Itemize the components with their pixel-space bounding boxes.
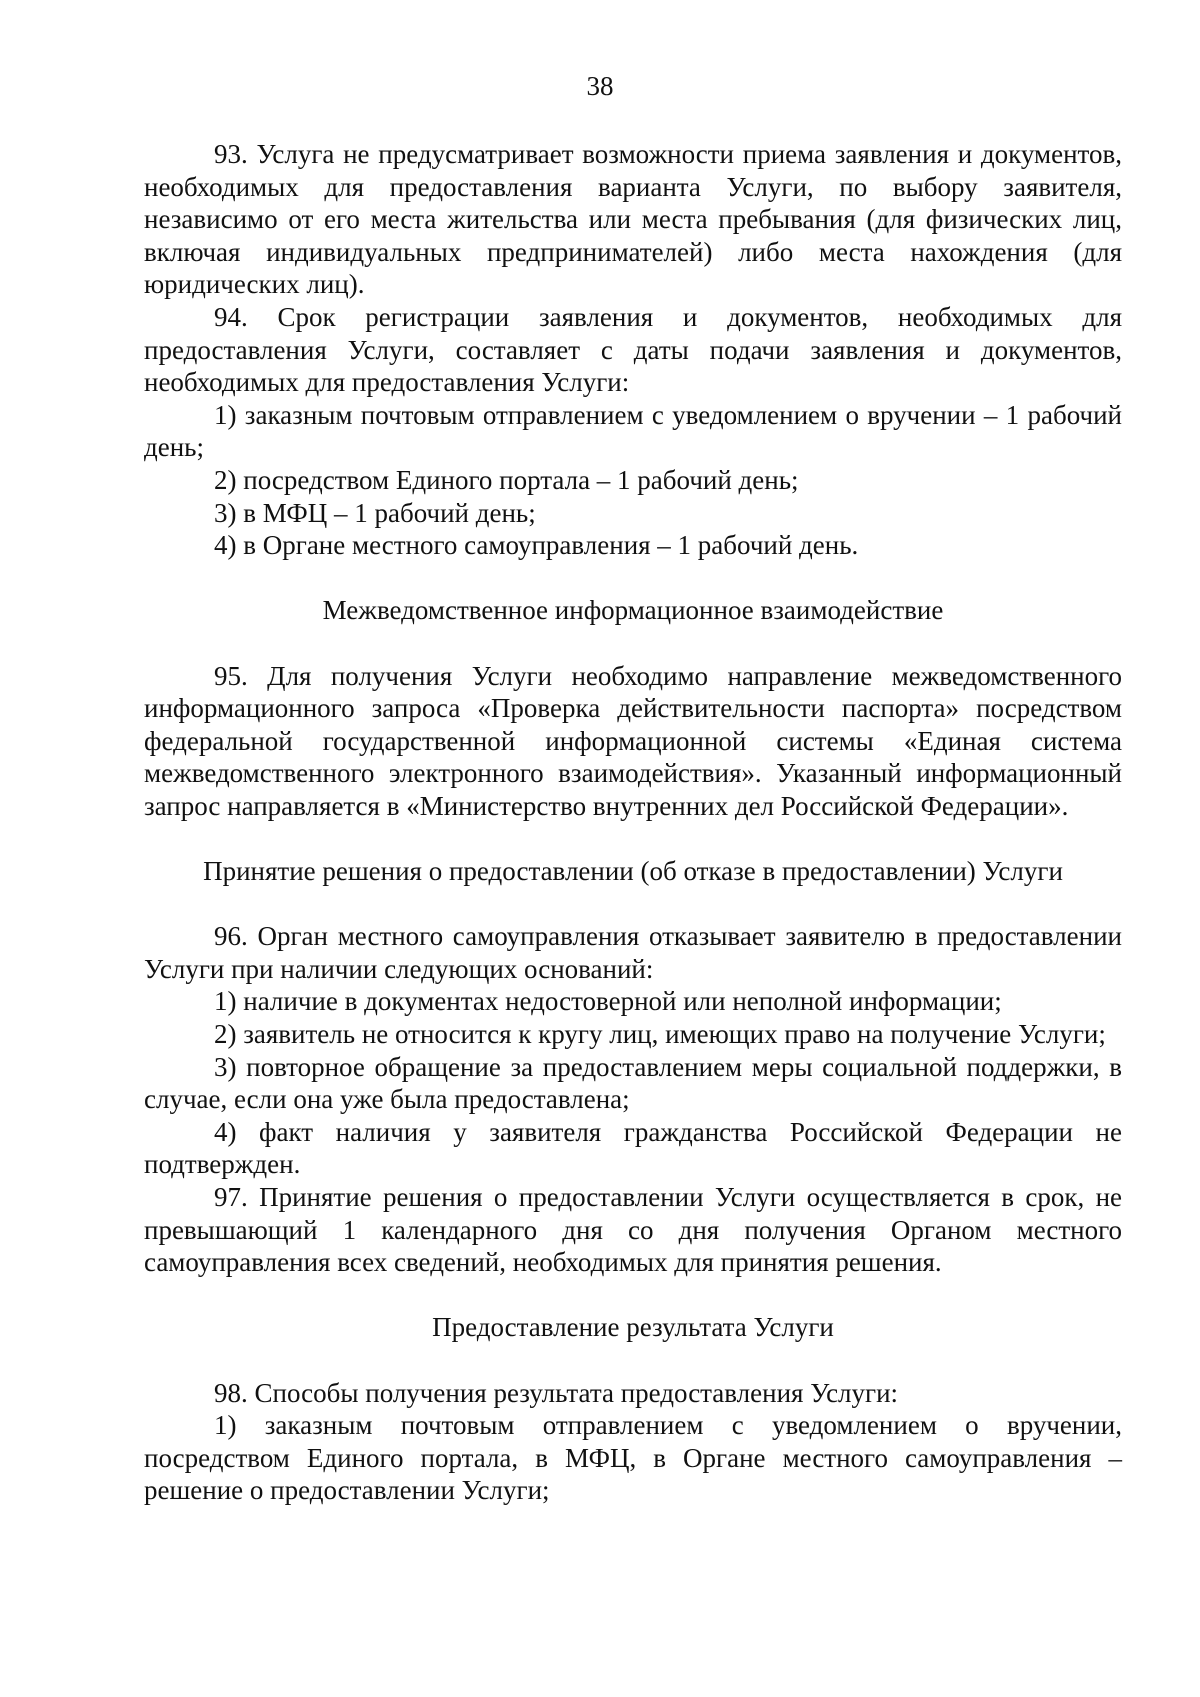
paragraph-98: 98. Способы получения результата предоставления Услуги:: [214, 1377, 899, 1408]
paragraph-95: 95. Для получения Услуги необходимо направление межведомственного информационного запроса «Проверка действительности паспорта» посредством федеральной государственной информационной системы «Единая система межведомственного электронного взаимодействия». Указанный информационный запрос направляется в «Министерство внутренних дел Российской Федерации».: [144, 660, 1122, 821]
paragraph-96-item-1: 1) наличие в документах недостоверной или неполной информации;: [214, 986, 1002, 1017]
section-heading-interagency: Межведомственное информационное взаимодействие: [322, 595, 944, 626]
paragraph-96-item-3: 3) повторное обращение за предоставлением меры социальной поддержки, в случае, если она уже была предоставлена;: [144, 1051, 1122, 1115]
paragraph-94-item-2: 2) посредством Единого портала – 1 рабочий день;: [214, 464, 799, 495]
section-heading-result: Предоставление результата Услуги: [432, 1312, 834, 1343]
page-number: 38: [586, 71, 614, 101]
paragraph-96-item-2: 2) заявитель не относится к кругу лиц, имеющих право на получение Услуги;: [214, 1019, 1106, 1050]
document-body: [144, 138, 1122, 1507]
paragraph-98-item-1: 1) заказным почтовым отправлением с уведомлением о вручении, посредством Единого портала, в МФЦ, в Органе местного самоуправления – решение о предоставлении Услуги;: [144, 1410, 1122, 1506]
paragraph-97: 97. Принятие решения о предоставлении Услуги осуществляется в срок, не превышающий 1 календарного дня со дня получения Органом местного самоуправления всех сведений, необходимых для принятия решения.: [144, 1182, 1122, 1278]
section-heading-decision: Принятие решения о предоставлении (об отказе в предоставлении) Услуги: [203, 856, 1063, 887]
paragraph-93: 93. Услуга не предусматривает возможности приема заявления и документов, необходимых для предоставления варианта Услуги, по выбору заявителя, независимо от его места жительства или места пребывания (для физических лиц, включая индивидуальных предпринимателей) либо места нахождения (для юридических лиц).: [144, 139, 1122, 300]
paragraph-94-item-3: 3) в МФЦ – 1 рабочий день;: [214, 497, 536, 528]
paragraph-94-item-1: 1) заказным почтовым отправлением с уведомлением о вручении – 1 рабочий день;: [144, 399, 1122, 463]
paragraph-96-item-4: 4) факт наличия у заявителя гражданства Российской Федерации не подтвержден.: [144, 1116, 1122, 1180]
paragraph-94: 94. Срок регистрации заявления и документов, необходимых для предоставления Услуги, составляет с даты подачи заявления и документов, необходимых для предоставления Услуги:: [144, 301, 1122, 398]
paragraph-94-item-4: 4) в Органе местного самоуправления – 1 рабочий день.: [214, 530, 859, 561]
paragraph-96: 96. Орган местного самоуправления отказывает заявителю в предоставлении Услуги при наличии следующих оснований:: [144, 921, 1122, 984]
